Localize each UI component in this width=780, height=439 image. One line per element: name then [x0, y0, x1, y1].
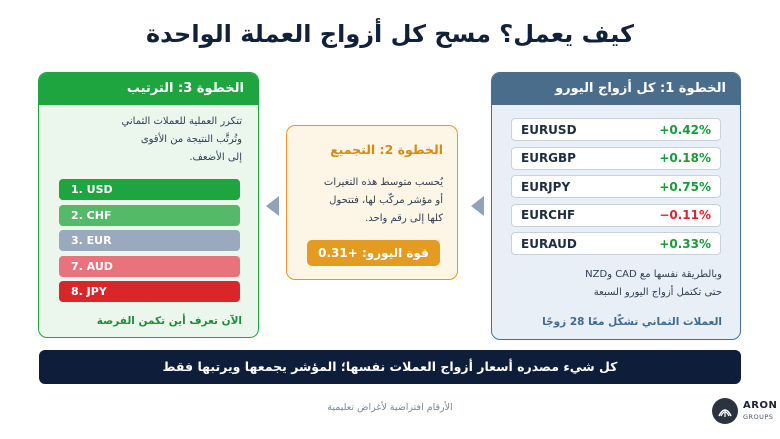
- pair-row: [511, 204, 721, 227]
- step3-desc-line: إلى الأضعف.: [189, 152, 242, 163]
- step3-desc-line: تتكرر العملية للعملات الثماني: [121, 116, 242, 127]
- arrow-left-icon: [471, 196, 484, 216]
- step2-heading: الخطوة 2: التجميع: [330, 142, 443, 157]
- step3-card: [38, 72, 259, 338]
- pair-code: EURJPY: [521, 179, 571, 194]
- pair-change: +0.33%: [659, 236, 711, 251]
- pair-change: +0.42%: [659, 122, 711, 137]
- page-title: كيف يعمل؟ مسح كل أزواج العملة الواحدة: [146, 20, 634, 48]
- euro-strength-badge: قوة اليورو: +0.31: [307, 240, 440, 266]
- rank-item: 7. AUD: [59, 256, 240, 277]
- logo-mark-icon: [712, 398, 738, 424]
- disclaimer: الأرقام افتراضية لأغراض تعليمية: [327, 402, 453, 413]
- step3-description: [52, 113, 242, 167]
- step3-heading: الخطوة 3: الترتيب: [39, 73, 258, 105]
- step1-card: [491, 72, 741, 340]
- pair-list: [511, 118, 721, 261]
- brand-logo: [712, 396, 778, 428]
- step2-desc-line: يُحسب متوسط هذه التغيرات: [323, 177, 443, 188]
- arrow-left-icon: [266, 196, 279, 216]
- step1-footer: العملات الثماني تشكّل معًا 28 زوجًا: [542, 316, 722, 328]
- rank-item: 1. USD: [59, 179, 240, 200]
- pair-row: [511, 175, 721, 198]
- step3-desc-line: وتُرتَّب النتيجة من الأقوى: [140, 134, 242, 145]
- rank-item: 8. JPY: [59, 281, 240, 302]
- step1-note: [502, 266, 722, 302]
- step2-desc-line: كلها إلى رقم واحد.: [365, 213, 443, 224]
- rank-item: 2. CHF: [59, 205, 240, 226]
- pair-code: EURGBP: [521, 151, 576, 165]
- step1-note-line: وبالطريقة نفسها مع CAD وNZD: [585, 269, 722, 280]
- pair-row: [511, 118, 721, 141]
- pair-code: EURAUD: [521, 236, 577, 251]
- pair-row: [511, 232, 721, 255]
- logo-name: ARON: [743, 400, 778, 411]
- step1-heading: الخطوة 1: كل أزواج اليورو: [492, 73, 740, 105]
- step2-description: [293, 174, 443, 228]
- rank-item: 3. EUR: [59, 230, 240, 251]
- step2-card: [286, 125, 458, 280]
- pair-row: [511, 147, 721, 170]
- pair-change: −0.11%: [659, 208, 711, 222]
- summary-banner: كل شيء مصدره أسعار أزواج العملات نفسها؛ المؤشر يجمعها ويرتبها فقط: [39, 350, 741, 384]
- step1-note-line: حتى تكتمل أزواج اليورو السبعة: [593, 287, 722, 298]
- logo-subtitle: GROUPS: [743, 413, 774, 421]
- step2-desc-line: أو مؤشر مركّب لها، فتتحول: [329, 195, 443, 206]
- pair-change: +0.75%: [659, 179, 711, 194]
- pair-code: EURUSD: [521, 122, 577, 137]
- step3-footer: الآن تعرف أين تكمن الفرصة: [96, 315, 242, 327]
- ranking-list: [59, 179, 240, 307]
- pair-change: +0.18%: [659, 151, 711, 165]
- pair-code: EURCHF: [521, 208, 576, 222]
